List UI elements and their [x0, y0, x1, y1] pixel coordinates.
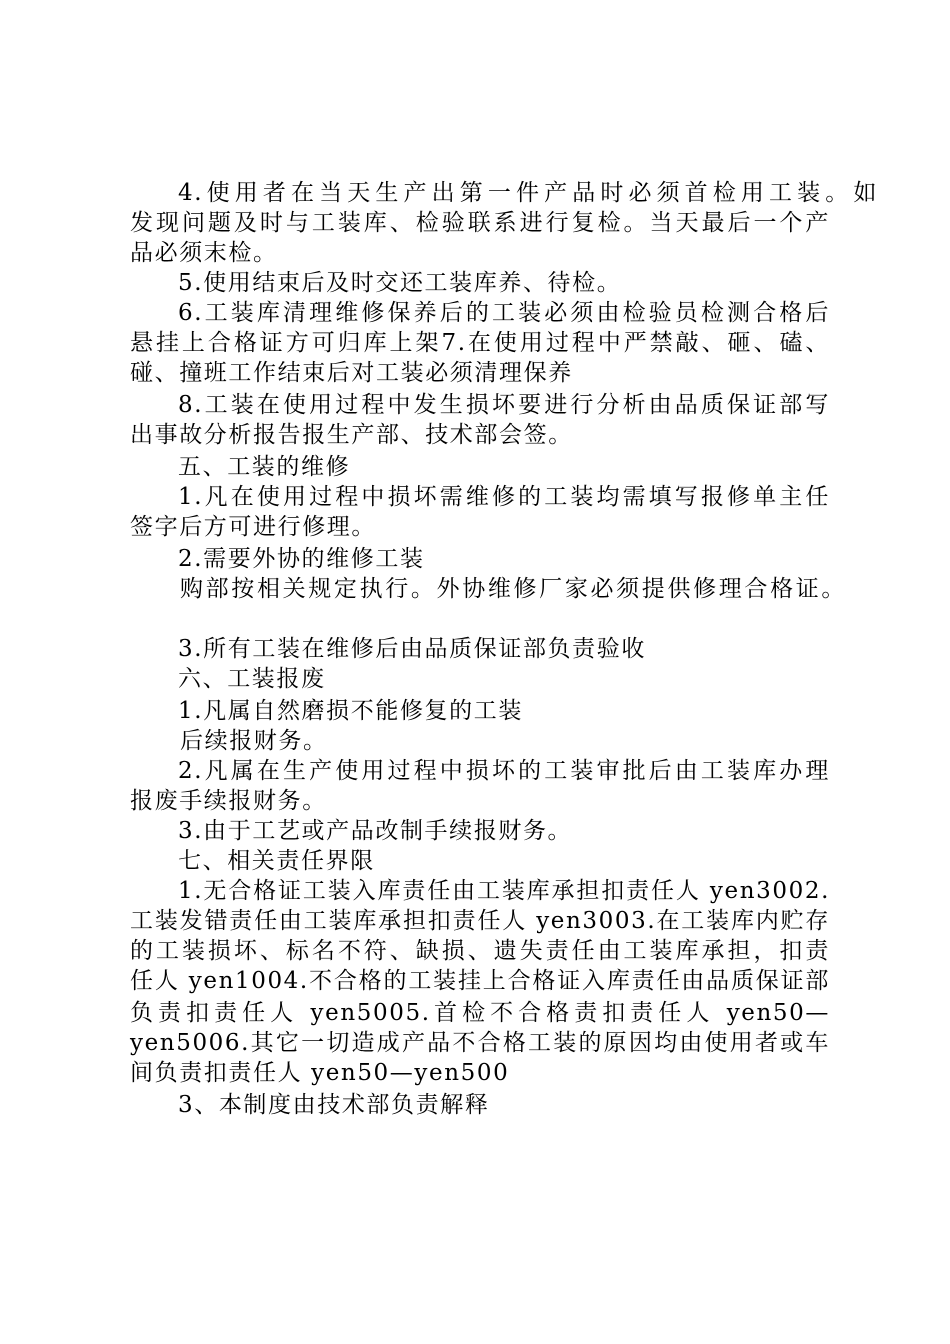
- paragraph-line: 后续报财务。: [180, 728, 328, 754]
- paragraph-line: 1.凡属自然磨损不能修复的工装: [178, 698, 523, 724]
- paragraph-line: 发现问题及时与工装库、检验联系进行复检。当天最后一个产: [130, 210, 830, 236]
- paragraph-line: 报废手续报财务。: [130, 788, 327, 814]
- paragraph-line: 任人 yen1004.不合格的工装挂上合格证入库责任由品质保证部: [130, 968, 830, 994]
- section-heading: 七、相关责任界限: [178, 848, 375, 874]
- paragraph-line: 负责扣责任人 yen5005.首检不合格责扣责任人 yen50—: [130, 1000, 830, 1026]
- paragraph-line: 5.使用结束后及时交还工装库养、待检。: [178, 270, 622, 296]
- paragraph-line: 间负责扣责任人 yen50—yen500: [130, 1060, 510, 1086]
- paragraph-line: 3.所有工装在维修后由品质保证部负责验收: [178, 636, 646, 662]
- paragraph-line: 工装发错责任由工装库承担扣责任人 yen3003.在工装库内贮存: [130, 908, 830, 934]
- paragraph-line: 4.使用者在当天生产出第一件产品时必须首检用工装。如: [178, 180, 878, 206]
- paragraph-line: 出事故分析报告报生产部、技术部会签。: [130, 422, 573, 448]
- section-heading: 六、工装报废: [178, 666, 326, 692]
- paragraph-line: 3、本制度由技术部负责解释: [178, 1092, 490, 1118]
- paragraph-line: 碰、撞班工作结束后对工装必须清理保养: [130, 360, 573, 386]
- paragraph-line: yen5006.其它一切造成产品不合格工装的原因均由使用者或车: [130, 1030, 830, 1056]
- paragraph-line: 品必须末检。: [130, 240, 278, 266]
- paragraph-line: 1.无合格证工装入库责任由工装库承担扣责任人 yen3002.: [178, 878, 830, 904]
- paragraph-line: 8.工装在使用过程中发生损坏要进行分析由品质保证部写: [178, 392, 830, 418]
- paragraph-line: 2.需要外协的维修工装: [178, 546, 425, 572]
- paragraph-line: 3.由于工艺或产品改制手续报财务。: [178, 818, 573, 844]
- paragraph-line: 1.凡在使用过程中损坏需维修的工装均需填写报修单主任: [178, 484, 830, 510]
- paragraph-line: 购部按相关规定执行。外协维修厂家必须提供修理合格证。: [180, 576, 846, 602]
- section-heading: 五、工装的维修: [178, 454, 351, 480]
- paragraph-line: 签字后方可进行修理。: [130, 514, 376, 540]
- paragraph-line: 2.凡属在生产使用过程中损坏的工装审批后由工装库办理: [178, 758, 830, 784]
- paragraph-line: 6.工装库清理维修保养后的工装必须由检验员检测合格后: [178, 300, 830, 326]
- paragraph-line: 的工装损坏、标名不符、缺损、遗失责任由工装库承担，扣责: [130, 938, 830, 964]
- paragraph-line: 悬挂上合格证方可归库上架7.在使用过程中严禁敲、砸、磕、: [130, 330, 830, 356]
